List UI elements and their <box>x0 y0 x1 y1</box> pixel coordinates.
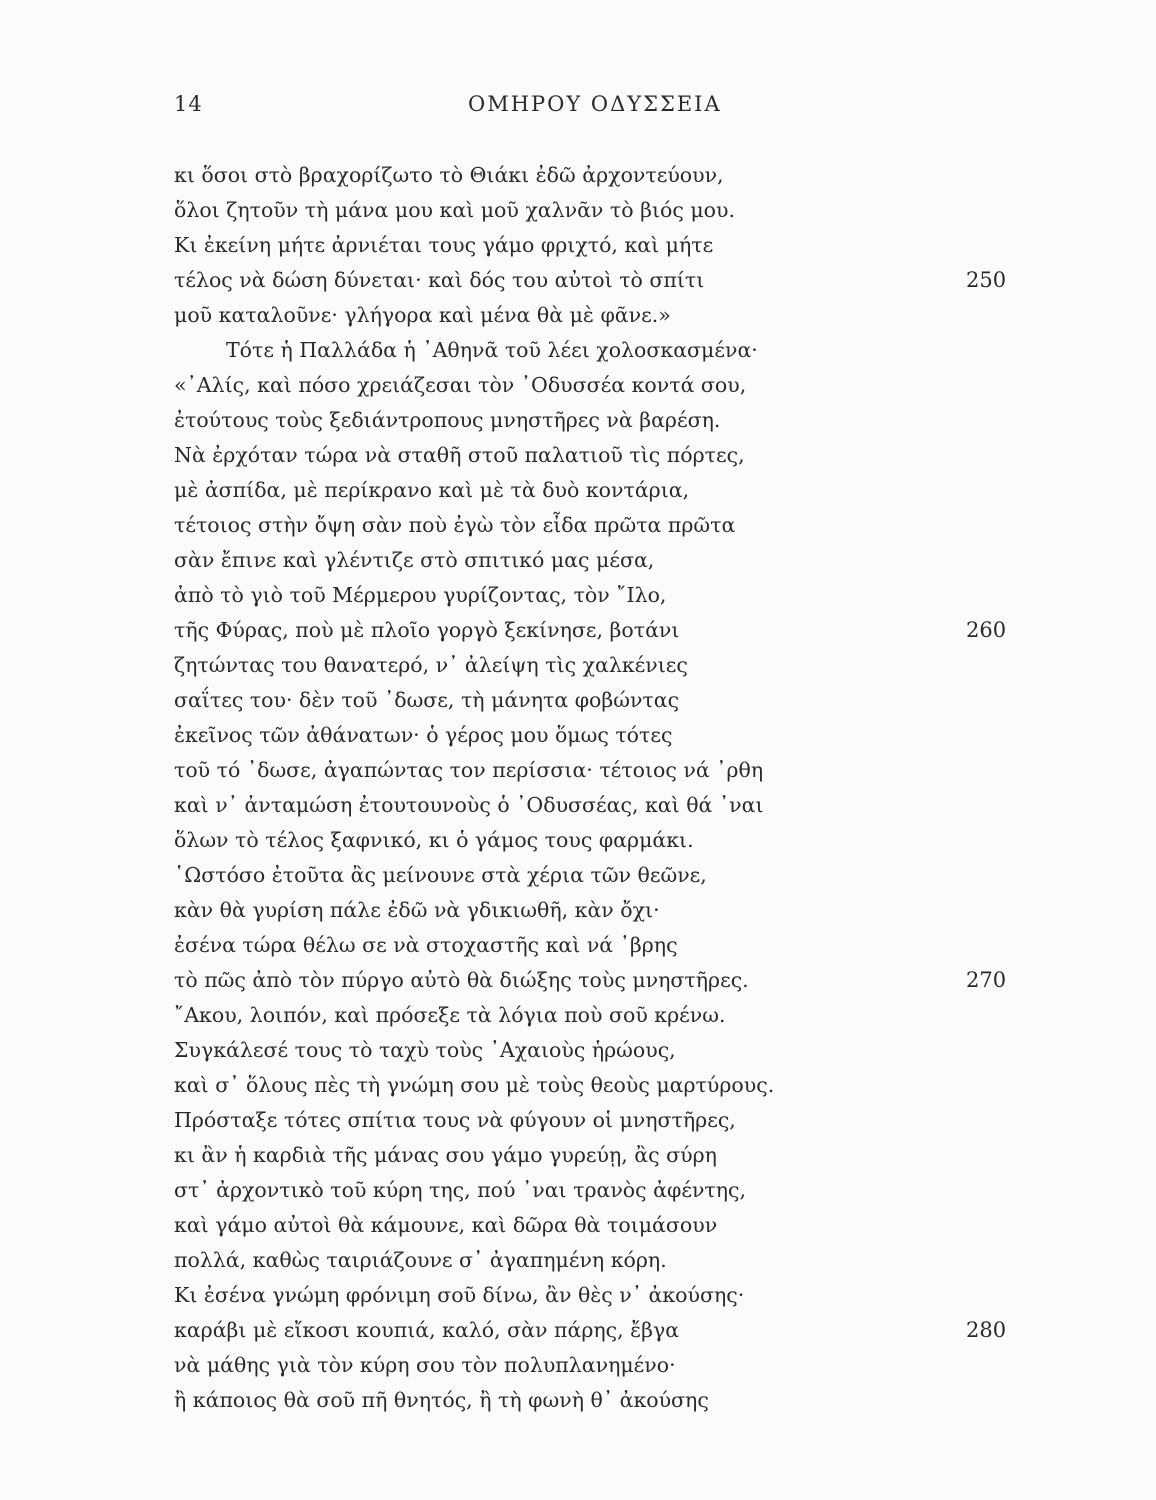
verse-line: Κι ἐκείνη μήτε ἀρνιέται τους γάμο φριχτό, καὶ μήτε <box>174 233 714 257</box>
verse-line: καὶ ν᾿ ἀνταμώση ἐτουτουνοὺς ὁ ᾿Οδυσσέας, καὶ θά ᾿ναι <box>174 793 764 817</box>
verse-line: καὶ σ᾿ ὅλους πὲς τὴ γνώμη σου μὲ τοὺς θεοὺς μαρτύρους. <box>174 1073 775 1097</box>
verse-line: ἀπὸ τὸ γιὸ τοῦ Μέρμερου γυρίζοντας, τὸν ῎Ιλο, <box>174 583 667 607</box>
verse-line: πολλά, καθὼς ταιριάζουνε σ᾿ ἀγαπημένη κόρη. <box>174 1248 667 1272</box>
verse-line: τοῦ τό ᾿δωσε, ἀγαπώντας τον περίσσια· τέτοιος νά ᾿ρθη <box>174 758 764 782</box>
verse-line: σὰν ἔπινε καὶ γλέντιζε στὸ σπιτικό μας μέσα, <box>174 548 655 572</box>
verse-line: ἐτούτους τοὺς ξεδιάντροπους μνηστῆρες νὰ βαρέση. <box>174 408 721 432</box>
page-number: 14 <box>174 92 203 116</box>
line-number: 260 <box>966 618 1007 642</box>
verse-line: «᾿Αλίς, καὶ πόσο χρειάζεσαι τὸν ᾿Οδυσσέα κοντά σου, <box>174 373 747 397</box>
verse-line: κι ὅσοι στὸ βραχορίζωτο τὸ Θιάκι ἐδῶ ἀρχοντεύουν, <box>174 163 724 187</box>
verse-line: μοῦ καταλοῦνε· γλήγορα καὶ μένα θὰ μὲ φᾶνε.» <box>174 303 671 327</box>
verse-line: κὰν θὰ γυρίση πάλε ἐδῶ νὰ γδικιωθῆ, κὰν ὄχι· <box>174 898 660 922</box>
verse-line: ῎Ακου, λοιπόν, καὶ πρόσεξε τὰ λόγια ποὺ σοῦ κρένω. <box>174 1003 726 1027</box>
verse-line: ἢ κάποιος θὰ σοῦ πῆ θνητός, ἢ τὴ φωνὴ θ᾿ ἀκούσης <box>174 1388 709 1412</box>
verse-line: κι ἂν ἡ καρδιὰ τῆς μάνας σου γάμο γυρεύῃ, ἂς σύρη <box>174 1143 717 1167</box>
verse-line: νὰ μάθης γιὰ τὸν κύρη σου τὸν πολυπλανημένο· <box>174 1353 676 1377</box>
verse-line: Νὰ ἐρχόταν τώρα νὰ σταθῆ στοῦ παλατιοῦ τὶς πόρτες, <box>174 443 745 467</box>
verse-line: ῾Ωστόσο ἐτοῦτα ἂς μείνουνε στὰ χέρια τῶν θεῶνε, <box>174 863 707 887</box>
running-head <box>0 92 1156 122</box>
verse-line: καράβι μὲ εἴκοσι κουπιά, καλό, σὰν πάρης, ἔβγα <box>174 1318 680 1342</box>
verse-line: ὅλοι ζητοῦν τὴ μάνα μου καὶ μοῦ χαλνᾶν τὸ βιός μου. <box>174 198 735 222</box>
verse-line: τέλος νὰ δώση δύνεται· καὶ δός του αὐτοὶ τὸ σπίτι <box>174 268 705 292</box>
verse-line: τέτοιος στὴν ὄψη σὰν ποὺ ἐγὼ τὸν εἶδα πρῶτα πρῶτα <box>174 513 736 537</box>
verse-line: ἐσένα τώρα θέλω σε νὰ στοχαστῆς καὶ νά ᾿βρης <box>174 933 678 957</box>
verse-line: Πρόσταξε τότες σπίτια τους νὰ φύγουν οἱ μνηστῆρες, <box>174 1108 736 1132</box>
verse-line: Τότε ἡ Παλλάδα ἡ ᾿Αθηνᾶ τοῦ λέει χολοσκασμένα· <box>226 338 758 362</box>
verse-line: ἐκεῖνος τῶν ἀθάνατων· ὁ γέρος μου ὅμως τότες <box>174 723 673 747</box>
running-title: ΟΜΗΡΟΥ ΟΔΥΣΣΕΙΑ <box>468 92 722 116</box>
verse-line: στ᾿ ἀρχοντικὸ τοῦ κύρη της, πού ᾿ναι τρανὸς ἀφέντης, <box>174 1178 747 1202</box>
verse-line: Κι ἐσένα γνώμη φρόνιμη σοῦ δίνω, ἂν θὲς ν᾿ ἀκούσης· <box>174 1283 745 1307</box>
verse-line: μὲ ἀσπίδα, μὲ περίκρανο καὶ μὲ τὰ δυὸ κοντάρια, <box>174 478 690 502</box>
verse-line: καὶ γάμο αὐτοὶ θὰ κάμουνε, καὶ δῶρα θὰ τοιμάσουν <box>174 1213 718 1237</box>
verse-line: τῆς Φύρας, ποὺ μὲ πλοῖο γοργὸ ξεκίνησε, βοτάνι <box>174 618 680 642</box>
verse-line: Συγκάλεσέ τους τὸ ταχὺ τοὺς ᾿Αχαιοὺς ἡρώους, <box>174 1038 676 1062</box>
line-number: 250 <box>966 268 1007 292</box>
verse-line: ὅλων τὸ τέλος ξαφνικό, κι ὁ γάμος τους φαρμάκι. <box>174 828 694 852</box>
line-number: 280 <box>966 1318 1007 1342</box>
verse-line: ζητώντας του θανατερό, ν᾿ ἀλείψη τὶς χαλκένιες <box>174 653 688 677</box>
verse-line: τὸ πῶς ἀπὸ τὸν πύργο αὐτὸ θὰ διώξης τοὺς μνηστῆρες. <box>174 968 749 992</box>
line-number: 270 <box>966 968 1007 992</box>
verse-line: σαΐτες του· δὲν τοῦ ᾿δωσε, τὴ μάνητα φοβώντας <box>174 688 680 712</box>
